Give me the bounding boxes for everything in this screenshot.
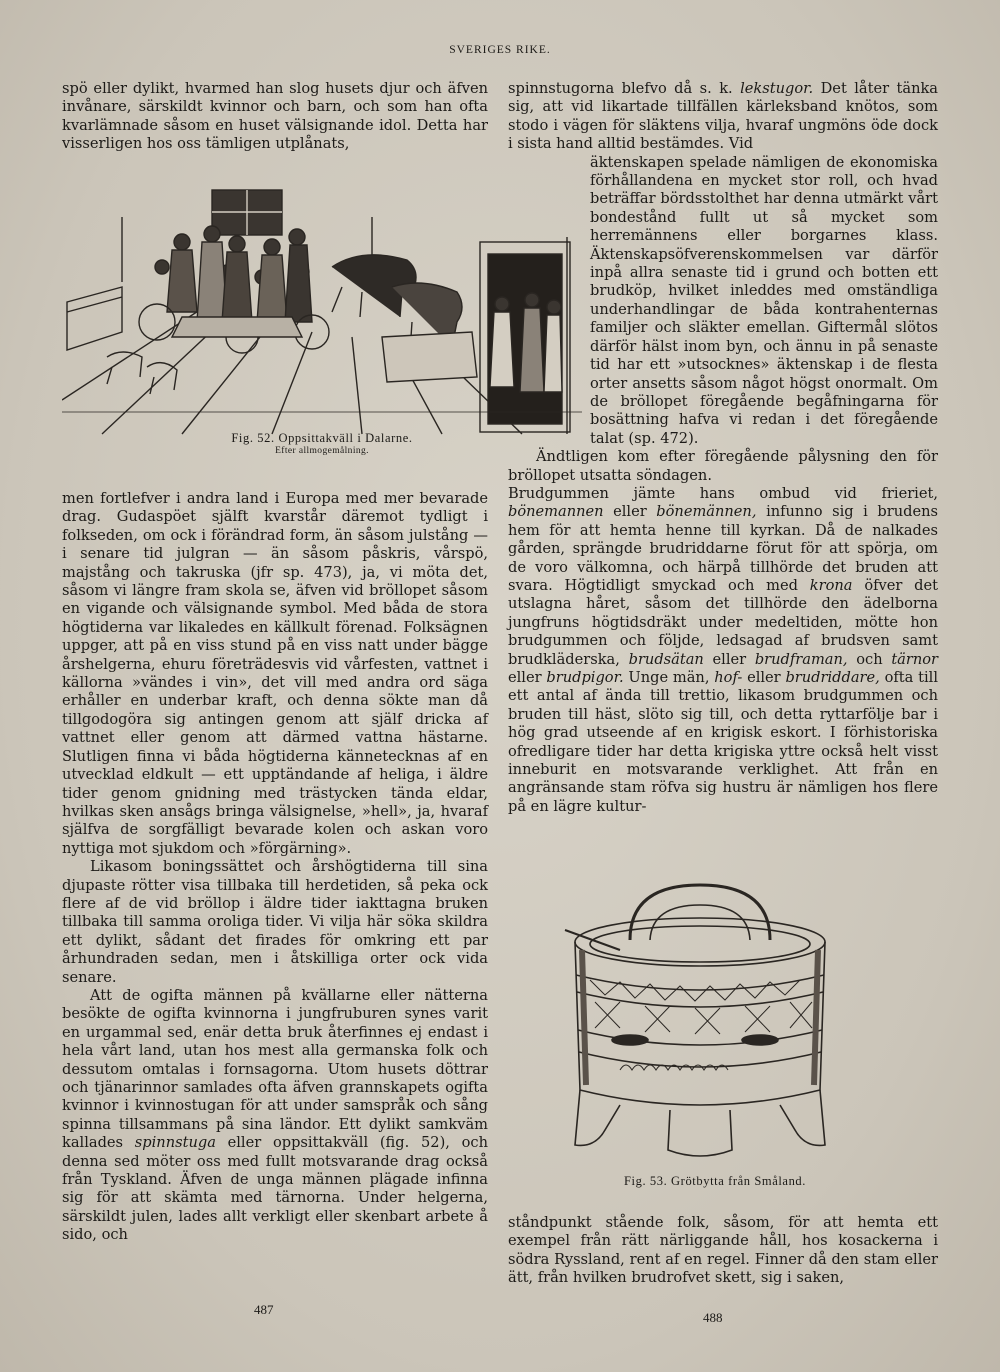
- paragraph: Likasom boningssättet och årshögtiderna till sina djupaste rötter visa tillbaka till herdetiden, så peka ock flere af de vid bröllop i äldre tider iakttagna bruken tillbaka till samma oroliga tider. Vi vilja här söka skildra ett dylikt, sådant det firades för omkring ett par århundraden sedan, men i åtskilliga orter ock vida senare.: [62, 858, 488, 986]
- figure-53-illustration: [560, 880, 850, 1160]
- italic-term: brudriddare,: [785, 669, 880, 686]
- text-run: Det låter tänka sig, att vid likartade tillfällen kärleksband knötos, som stodo i vägen för släktens vilja, hvaraf ungmöns öde dock i sista hand alltid bestämdes. Vid: [508, 80, 939, 153]
- text-run: Brudgummen jämte hans ombud vid frieriet,: [508, 484, 938, 502]
- paragraph: [508, 485, 938, 816]
- page-number-right: 488: [703, 1310, 723, 1325]
- paragraph: [508, 80, 938, 154]
- spinning-room-drawing-icon: [62, 172, 582, 440]
- italic-term: lekstugor.: [740, 80, 814, 97]
- text-run: ofta till ett antal af ända till trettio, likasom brudgummen och bruden till häst, slöto sig till, och detta ryttarfölje bar i hög grad utseende af en krigisk eskort. I förhistoriska ofredligare tider har detta krigiska yttre också helt visst inneburit en motsvarande verklighet. Att från en angränsande stam röfva sig hustru är nämligen hos flere på en lägre kultur-: [508, 669, 939, 815]
- paragraph: spö eller dylikt, hvarmed han slog husets djur och äfven invånare, särskildt kvinnor och barn, och som han ofta kvarlämnade såsom en huset välsignande idol. Detta har visserligen hos oss tämligen utplånats,: [62, 80, 488, 153]
- paragraph: men fortlefver i andra land i Europa med mer bevarade drag. Gudaspöet själft kvarstår däremot tydligt i folkseden, om ock i förändrad form, än såsom julstång — i senare tid julgran — än såsom påskris, vårspö, majstång och takruska (jfr sp. 473), ja, vi möta det, såsom vi längre fram skola se, äfven vid bröllopet såsom en vigande och välsignande symbol. Med båda de stora högtiderna var likaledes en källkult förenad. Folksägnen uppger, att på en viss stund på en viss natt under bägge årshelgerna, ehuru företrädesvis vid vårfesten, vattnet i källorna »vändes i vin», det vill med andra ord säga erhåller en underbar kraft, och denna sökte man då tillgodogöra sig antingen genom att själf dricka af vattnet eller genom att därmed vattna hästarne. Slutligen finna vi båda högtiderna kännetecknas af en utvecklad eldkult — ett upptändande af heliga, i äldre tider genom gnidning med trästycken tända eldar, hvilkas sken ansågs bringa välsignelse, »hell», ja, hvaraf själfva de sorgfälligt bevarade kolen och askan voro nyttiga mot sjukdom och »förgärning».: [62, 490, 488, 857]
- italic-term: brudsätan: [628, 650, 704, 668]
- text-run: öfver det utslagna håret, såsom det tillhörde den ädelborna jungfruns högtidsdräkt under medeltiden, mötte hon brudgummen och följde, ledsagad af brudsven samt brudkläderska,: [508, 576, 938, 668]
- italic-term: bönemännen,: [656, 503, 757, 521]
- text-run: eller: [508, 669, 542, 686]
- running-head: SVERIGES RIKE.: [449, 44, 551, 56]
- figure-52-caption: Fig. 52. Oppsittakväll i Dalarne.: [231, 431, 413, 445]
- text-run: infunno sig i brudens hem för att hemta henne till kyrkan. Då de nalkades gården, sprängde brudriddarne förut för att spörja, om de voro välkomna, och härpå tillhörde det bruden att svara. Högtidligt smyckad och med: [508, 503, 938, 594]
- left-column-text-main: [62, 490, 488, 1245]
- figure-52-subcaption: Efter allmogemålning.: [275, 446, 369, 456]
- italic-term: tärnor: [891, 650, 939, 668]
- figure-53-caption: Fig. 53. Grötbytta från Småland.: [623, 1174, 807, 1188]
- text-run: eller: [747, 669, 781, 686]
- figure-53-caption-block: [590, 1174, 840, 1189]
- porridge-tub-drawing-icon: [560, 880, 850, 1160]
- left-column-text-top: [62, 80, 488, 154]
- page-number-left: 487: [254, 1302, 274, 1317]
- italic-term: bönemannen: [508, 503, 604, 521]
- figure-52-caption-block: [62, 431, 582, 456]
- paragraph: [62, 987, 488, 1245]
- figure-52-illustration: [62, 172, 582, 440]
- text-run: Att de ogifta männen på kvällarne eller nätterna besökte de ogifta kvinnorna i jungfruburen synes varit en urgammal sed, enär detta bruk återfinnes ej endast i hela vårt land, utan hos mest alla germanska folk och dessutom omtalas i fornsagorna. Utom husets döttrar och tjänarinnor samlades ofta äfven grannskapets ogifta kvinnor i kvinnostugan för att under samspråk och sång spinna tillsammans på sina ländor. Ett dylikt samkväm kallades: [62, 986, 488, 1152]
- text-run: eller oppsittakväll (fig. 52), och denna sed möter oss med fullt motsvarande drag också från Tyskland. Äfven de unga männen plägade infinna sig för att skämta med tärnorna. Under helgerna, särskildt julen, lades allt verkligt eller skenbart arbete å sido, och: [62, 1134, 488, 1244]
- italic-term: krona: [809, 576, 853, 594]
- paragraph: äktenskapen spelade nämligen de ekonomiska förhållandena en mycket stor roll, och hvad beträffar bördsstolthet har denna utmärkt vårt bondestånd fullt ut så mycket som herremännens eller borgarnes klass. Äktenskapsöfverenskommelsen var därför inpå allra senaste tid i grund och botten ett brudköp, hvilket inleddes med omständliga underhandlingar de båda kontrahenternas familjer och släkter emellan. Giftermål slötos därför hälst inom byn, och ännu in på senaste tid har ett »utsocknes» äktenskap i de flesta orter ansetts såsom något högst onormalt. Om de bröllopet föregående begåfningarna för bosättning hafva vi redan i det föregående talat (sp. 472).: [590, 153, 938, 447]
- right-column-text-bottom: [508, 1214, 938, 1288]
- text-run: spinnstugorna blefvo då s. k.: [508, 80, 733, 97]
- right-column-text: [508, 80, 938, 816]
- paragraph: ståndpunkt stående folk, såsom, för att hemta ett exempel från rätt närliggande håll, hos kosackerna i södra Ryssland, rent af en regel. Finner då den stam eller ätt, från hvilken brudrofvet skett, sig i saken,: [508, 1214, 938, 1287]
- text-run: eller: [613, 503, 647, 521]
- italic-term: hof-: [714, 669, 743, 686]
- text-run: Unge män,: [628, 669, 710, 686]
- italic-term: spinnstuga: [134, 1134, 216, 1152]
- paragraph: Ändtligen kom efter föregående pålysning den för bröllopet utsatta söndagen.: [508, 448, 938, 484]
- text-run: eller: [712, 650, 747, 668]
- italic-term: brudframan,: [754, 650, 848, 668]
- italic-term: brudpigor.: [546, 669, 624, 686]
- text-run: och: [856, 650, 883, 668]
